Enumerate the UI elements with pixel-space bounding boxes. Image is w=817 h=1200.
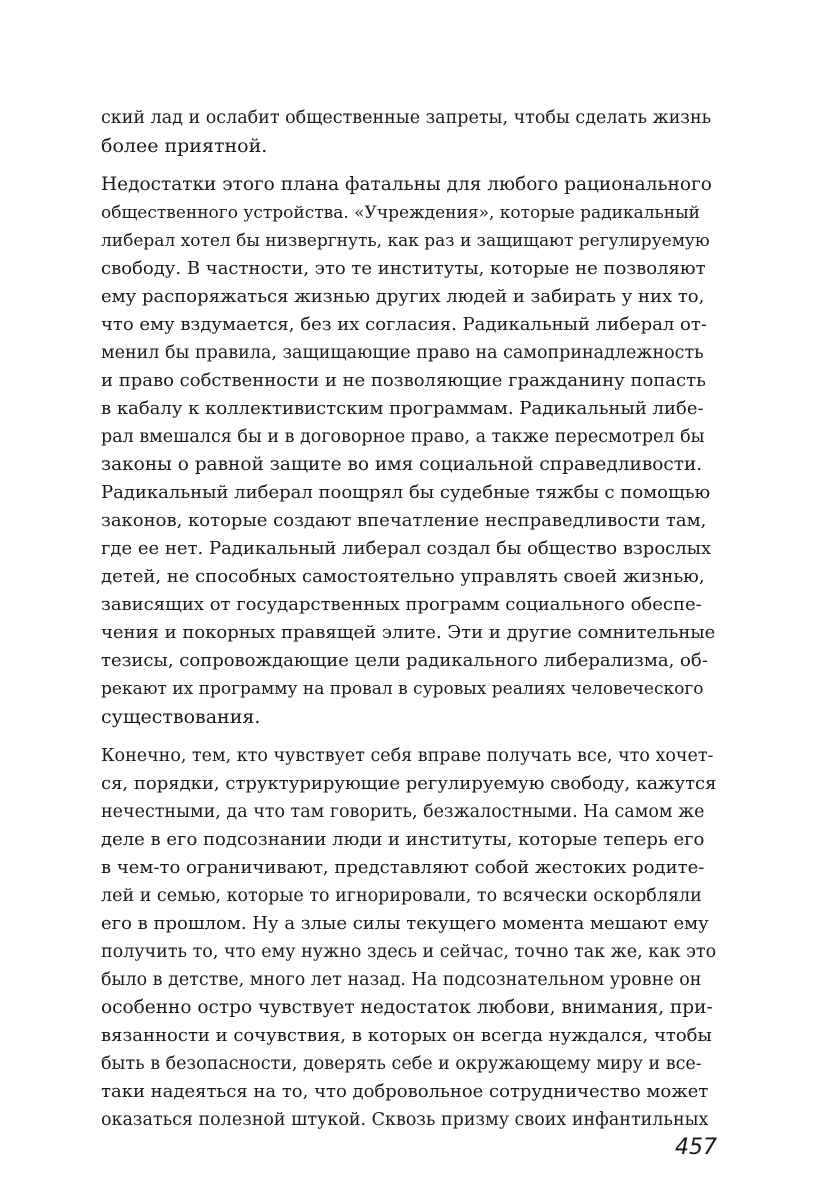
- text-line: рал вмешался бы и в договорное право, а также пересмотрел бы: [101, 427, 705, 447]
- text-line: более приятной.: [101, 135, 268, 157]
- text-line: законов, которые создают впечатление несправедливости там,: [101, 510, 707, 531]
- text-line: менил бы правила, защищающие право на самопринадлежность: [101, 343, 704, 363]
- text-line: в кабалу к коллективистским программам. Радикальный либе-: [101, 398, 704, 419]
- text-line: свободу. В частности, это те институты, которые не позволяют: [101, 258, 706, 279]
- text-line: и право собственности и не позволяющие гражданину попасть: [101, 370, 706, 391]
- text-line: нечестными, да что там говорить, безжалостными. На самом же: [101, 802, 705, 822]
- text-line: в чем-то ограничивают, представляют собой жестоких родите-: [101, 857, 705, 878]
- text-line: общественного устройства. «Учреждения», которые радикальный: [101, 203, 700, 223]
- page-number: 457: [675, 1135, 717, 1160]
- text-line: чения и покорных правящей элите. Эти и другие сомнительные: [101, 622, 716, 643]
- text-line: оказаться полезной штукой. Сквозь призму своих инфантильных: [101, 1110, 709, 1130]
- text-line: лей и семью, которые то игнорировали, то всячески оскорбляли: [101, 886, 702, 906]
- text-line: Радикальный либерал поощрял бы судебные тяжбы с помощью: [101, 482, 711, 503]
- text-line: либерал хотел бы низвергнуть, как раз и защищают регулируемую: [101, 231, 710, 251]
- text-line: Конечно, тем, кто чувствует себя вправе получать все, что хочет-: [101, 746, 714, 766]
- text-line: детей, не способных самостоятельно управлять своей жизнью,: [101, 566, 705, 587]
- text-line: Недостатки этого плана фатальны для любого рационального: [101, 174, 712, 195]
- text-line: тезисы, сопровождающие цели радикального либерализма, об-: [101, 650, 708, 671]
- text-line: получить то, что ему нужно здесь и сейчас, точно так же, как это: [101, 942, 717, 962]
- text-line: законы о равной защите во имя социальной справедливости.: [101, 454, 703, 475]
- text-line: было в детстве, много лет назад. На подсознательном уровне он: [101, 970, 702, 990]
- text-line: рекают их программу на провал в суровых реалиях человеческого: [101, 679, 704, 699]
- text-line: быть в безопасности, доверять себе и окружающему миру и все-: [101, 1054, 702, 1074]
- text-line: его в прошлом. Ну а злые силы текущего момента мешают ему: [101, 913, 709, 934]
- text-line: ся, порядки, структурирующие регулируемую свободу, кажутся: [101, 773, 717, 794]
- text-line: деле в его подсознании люди и институты, которые теперь его: [101, 829, 705, 850]
- text-line: существования.: [101, 706, 261, 728]
- text-line: ский лад и ослабит общественные запреты, чтобы сделать жизнь: [101, 108, 712, 128]
- text-line: вязанности и сочувствия, в которых он всегда нуждался, чтобы: [101, 1025, 712, 1046]
- text-line: зависящих от государственных программ социального обеспе-: [101, 594, 702, 615]
- text-line: особенно остро чувствует недостаток любови, внимания, при-: [101, 997, 713, 1018]
- text-line: что ему вздумается, без их согласия. Радикальный либерал от-: [101, 314, 707, 335]
- text-line: где ее нет. Радикальный либерал создал бы общество взрослых: [101, 538, 712, 559]
- text-line: ему распоряжаться жизнью других людей и забирать у них то,: [101, 286, 705, 307]
- text-line: таки надеяться на то, что добровольное сотрудничество может: [101, 1081, 709, 1102]
